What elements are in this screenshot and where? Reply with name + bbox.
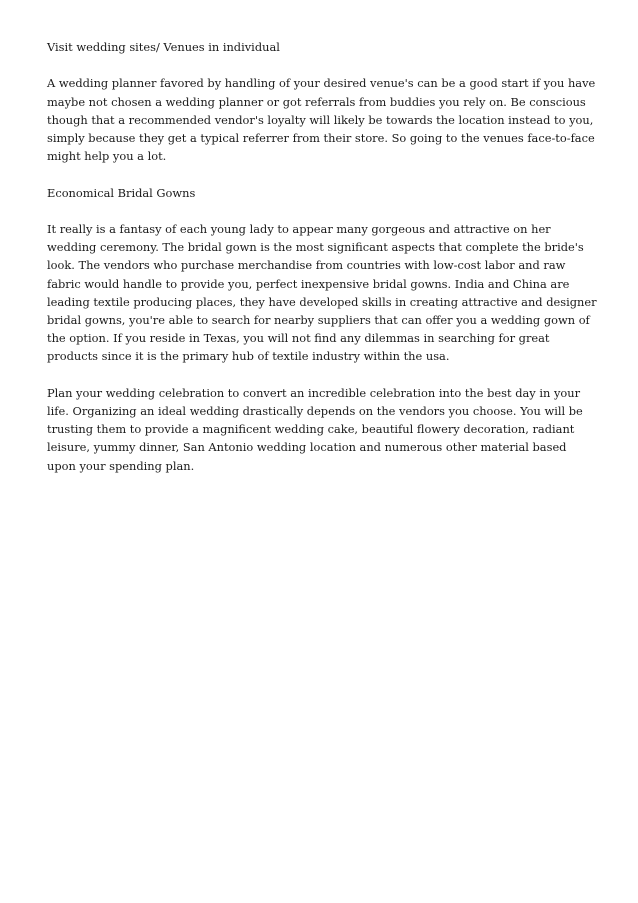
paragraph-bridal-gowns: It really is a fantasy of each young lady to appear many gorgeous and attractive on her wedding ceremony. The bridal gown is the most significant aspects that complete the bride's look. The vendors who purchase merchandise from countries with low-cost labor and raw fabric would handle to provide you, perfect inexpensive bridal gowns. India and China are leading textile producing places, they have developed skills in creating attractive and designer bridal gowns, you're able to search for nearby suppliers that can offer you a wedding gown of the option. If you reside in Texas, you will not find any dilemmas in searching for great products since it is the primary hub of textile industry within the usa. <box>47 221 597 364</box>
document-body <box>47 38 597 493</box>
paragraph-plan-wedding: Plan your wedding celebration to convert an incredible celebration into the best day in your life. Organizing an ideal wedding drastically depends on the vendors you choose. You will be trusting them to provide a magnificent wedding cake, beautiful flowery decoration, radiant leisure, yummy dinner, San Antonio wedding location and numerous other material based upon your spending plan. <box>47 385 583 473</box>
paragraph-venues: A wedding planner favored by handling of your desired venue's can be a good start if you have maybe not chosen a wedding planner or got referrals from buddies you rely on. Be conscious though that a recommended vendor's loyalty will likely be towards the location instead to you, simply because they get a typical referrer from their store. So going to the venues face-to-face might help you a lot. <box>47 76 596 164</box>
section-heading-venues: Visit wedding sites/ Venues in individual <box>47 40 280 54</box>
section-heading-bridal-gowns: Economical Bridal Gowns <box>47 185 196 200</box>
